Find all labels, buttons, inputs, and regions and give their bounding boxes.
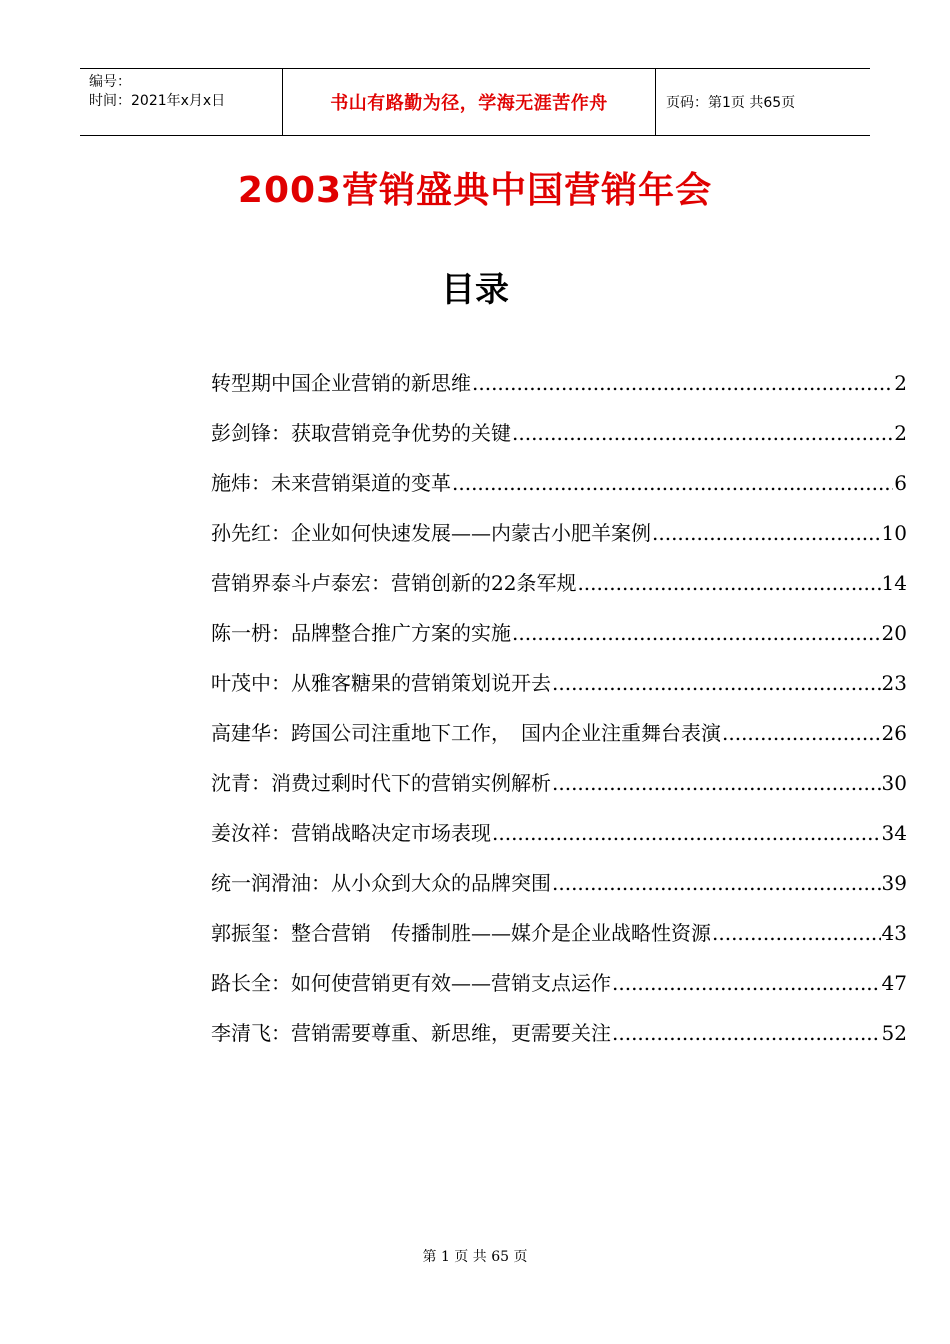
toc-leader-dots bbox=[722, 718, 881, 748]
header-page-info: 页码：第1页 共65页 bbox=[666, 95, 796, 111]
toc-entry-page: 2 bbox=[894, 421, 907, 445]
toc-entry-title: 转型期中国企业营销的新思维 bbox=[211, 371, 471, 395]
toc-leader-dots bbox=[552, 668, 881, 698]
toc-entry-page: 39 bbox=[881, 871, 907, 895]
toc-entry[interactable] bbox=[211, 968, 907, 1018]
toc-entry[interactable] bbox=[211, 668, 907, 718]
toc-entry-page: 2 bbox=[894, 371, 907, 395]
toc-leader-dots bbox=[652, 518, 881, 548]
toc-entry-title: 李清飞：营销需要尊重、新思维，更需要关注 bbox=[211, 1021, 611, 1045]
document-number-label: 编号： bbox=[89, 74, 131, 90]
page-header bbox=[80, 68, 870, 136]
toc-entry-title: 陈一枬：品牌整合推广方案的实施 bbox=[211, 621, 511, 645]
toc-entry[interactable] bbox=[211, 418, 907, 468]
toc-entry-page: 52 bbox=[881, 1021, 907, 1045]
toc-entry-title: 统一润滑油：从小众到大众的品牌突围 bbox=[211, 871, 551, 895]
toc-entry-page: 6 bbox=[894, 471, 907, 495]
toc-entry-title: 彭剑锋：获取营销竞争优势的关键 bbox=[211, 421, 511, 445]
page-footer: 第 1 页 共 65 页 bbox=[422, 1249, 528, 1265]
toc-leader-dots bbox=[552, 868, 881, 898]
toc-entry[interactable] bbox=[211, 918, 907, 968]
toc-entry[interactable] bbox=[211, 568, 907, 618]
toc-leader-dots bbox=[512, 418, 893, 448]
toc-entry-title: 孙先红：企业如何快速发展——内蒙古小肥羊案例 bbox=[211, 521, 651, 545]
document-time-label: 时间：2021年x月x日 bbox=[89, 93, 226, 109]
toc-entry-title: 沈青：消费过剩时代下的营销实例解析 bbox=[211, 771, 551, 795]
toc-entry-title: 高建华：跨国公司注重地下工作， 国内企业注重舞台表演 bbox=[211, 721, 721, 745]
toc-leader-dots bbox=[612, 1018, 881, 1048]
toc-entry-page: 10 bbox=[881, 521, 907, 545]
toc-entry[interactable] bbox=[211, 768, 907, 818]
toc-entry-page: 30 bbox=[881, 771, 907, 795]
toc-entry-page: 14 bbox=[881, 571, 907, 595]
toc-entry[interactable] bbox=[211, 518, 907, 568]
toc-entry[interactable] bbox=[211, 718, 907, 768]
toc-entry-title: 姜汝祥：营销战略决定市场表现 bbox=[211, 821, 491, 845]
toc-entry[interactable] bbox=[211, 468, 907, 518]
toc-entry[interactable] bbox=[211, 368, 907, 418]
toc-entry-title: 施炜：未来营销渠道的变革 bbox=[211, 471, 451, 495]
toc-leader-dots bbox=[612, 968, 881, 998]
toc-entry-title: 营销界泰斗卢泰宏：营销创新的22条军规 bbox=[211, 571, 577, 595]
header-meta bbox=[80, 69, 282, 135]
toc-entry-page: 47 bbox=[881, 971, 907, 995]
toc-entry-title: 路长全：如何使营销更有效——营销支点运作 bbox=[211, 971, 611, 995]
toc-entry-title: 叶茂中：从雅客糖果的营销策划说开去 bbox=[211, 671, 551, 695]
toc-entry[interactable] bbox=[211, 618, 907, 668]
toc-entry-page: 20 bbox=[881, 621, 907, 645]
toc-leader-dots bbox=[512, 618, 881, 648]
toc-leader-dots bbox=[492, 818, 881, 848]
toc-entry-page: 26 bbox=[881, 721, 907, 745]
toc-leader-dots bbox=[552, 768, 881, 798]
toc-leader-dots bbox=[577, 568, 880, 598]
toc-entry[interactable] bbox=[211, 868, 907, 918]
toc-entry[interactable] bbox=[211, 1018, 907, 1068]
document-title: 2003营销盛典中国营销年会 bbox=[237, 170, 713, 211]
table-of-contents bbox=[211, 368, 907, 1068]
toc-heading: 目录 bbox=[441, 270, 509, 310]
toc-leader-dots bbox=[472, 368, 893, 398]
toc-entry-page: 34 bbox=[881, 821, 907, 845]
toc-entry-page: 23 bbox=[881, 671, 907, 695]
toc-entry[interactable] bbox=[211, 818, 907, 868]
toc-entry-title: 郭振玺：整合营销 传播制胜——媒介是企业战略性资源 bbox=[211, 921, 711, 945]
toc-entry-page: 43 bbox=[881, 921, 907, 945]
header-motto: 书山有路勤为径，学海无涯苦作舟 bbox=[282, 69, 656, 135]
toc-leader-dots bbox=[452, 468, 893, 498]
toc-leader-dots bbox=[712, 918, 881, 948]
